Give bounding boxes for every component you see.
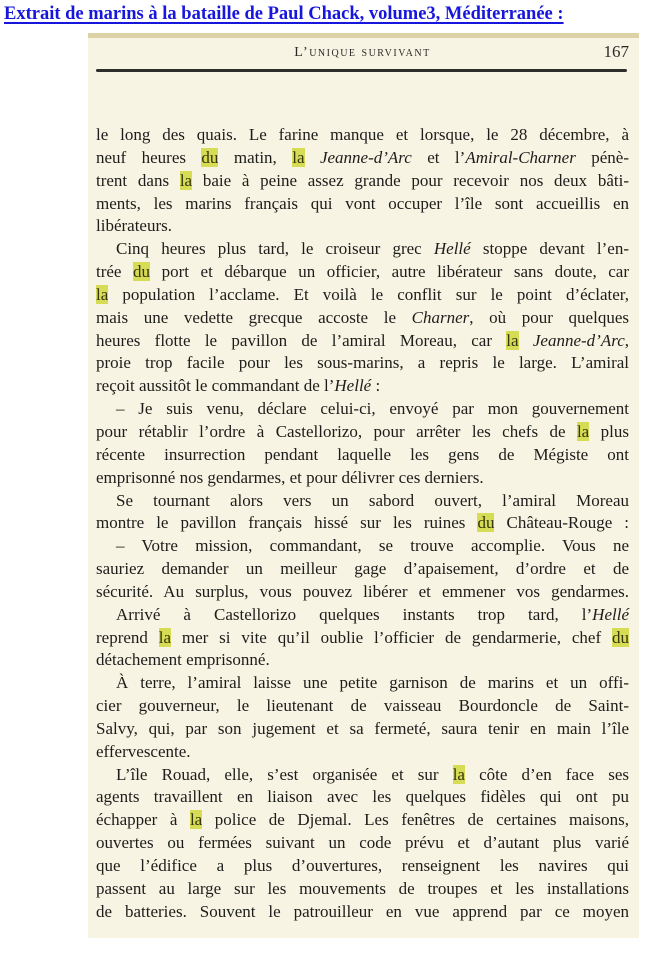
text-run: Arrivé à Castellorizo quelques instants trop tard, l’ bbox=[116, 604, 593, 624]
text-run: effervescente. bbox=[96, 741, 191, 761]
text-run: neuf heures bbox=[96, 147, 202, 167]
text-run: mais une vedette grecque accoste le bbox=[96, 307, 412, 327]
highlighted-word: du bbox=[201, 147, 219, 167]
text-run: pour rétablir l’ordre à Castellorizo, pour arrêter les chefs de bbox=[96, 421, 577, 441]
paragraph bbox=[96, 124, 629, 238]
text-run: port et débarque un officier, autre libérateur sans doute, car bbox=[150, 262, 629, 282]
text-line bbox=[96, 809, 629, 832]
text-run: de batteries. Souvent le patrouilleur en vue apprend par ce moyen bbox=[96, 901, 629, 921]
text-line bbox=[96, 695, 629, 718]
text-line bbox=[96, 741, 629, 764]
text-line bbox=[96, 604, 629, 627]
text-line bbox=[96, 124, 629, 147]
text-run bbox=[305, 148, 320, 167]
text-line bbox=[96, 901, 629, 924]
text-run: côte d’en face ses bbox=[464, 764, 629, 784]
text-line bbox=[96, 535, 629, 558]
text-run: récente insurrection pendant laquelle les gens de Mégiste ont bbox=[96, 444, 629, 464]
text-line bbox=[96, 878, 629, 901]
paragraph bbox=[96, 604, 629, 673]
highlighted-word: la bbox=[179, 170, 193, 190]
text-run: passent au large sur les mouvements de troupes et les installations bbox=[96, 878, 629, 898]
paragraph bbox=[96, 535, 629, 604]
text-run: cier gouverneur, le lieutenant de vaisseau Bourdoncle de Saint- bbox=[96, 696, 629, 716]
highlighted-word: la bbox=[189, 810, 203, 830]
text-line bbox=[96, 558, 629, 581]
text-run: le long des quais. Le farine manque et lorsque, le 28 décembre, à bbox=[96, 125, 629, 144]
text-line bbox=[96, 786, 629, 809]
scanned-page bbox=[88, 33, 639, 938]
ship-name-italic: Hellé bbox=[334, 376, 372, 396]
text-run: reçoit aussitôt le commandant de l’ bbox=[96, 376, 335, 396]
paragraph bbox=[96, 764, 629, 924]
highlighted-word: la bbox=[506, 330, 519, 350]
body-text bbox=[96, 124, 629, 924]
text-line bbox=[96, 421, 629, 444]
text-run: montre le pavillon français hissé sur les ruines bbox=[96, 513, 478, 533]
text-line bbox=[96, 581, 629, 604]
text-line bbox=[96, 307, 629, 330]
text-run: À terre, l’amiral laisse une petite garnison de marins et un offi- bbox=[116, 673, 629, 693]
highlighted-word: du bbox=[133, 262, 151, 282]
scan-top-edge bbox=[88, 33, 639, 38]
text-line bbox=[96, 855, 629, 878]
text-line bbox=[96, 764, 629, 787]
text-run: sécurité. Au surplus, vous pouvez libérer et emmener vos gendarmes. bbox=[96, 581, 629, 601]
text-line bbox=[96, 215, 629, 238]
text-run: : bbox=[371, 376, 381, 396]
text-run: baie à peine assez grande pour recevoir nos deux bâti- bbox=[192, 170, 629, 190]
text-line bbox=[96, 512, 629, 535]
text-run: agents travaillent en liaison avec les quelques fidèles qui ont pu bbox=[96, 787, 629, 807]
paragraph bbox=[96, 672, 629, 763]
text-line bbox=[96, 193, 629, 216]
text-run: – Je suis venu, déclare celui-ci, envoyé par mon gouvernement bbox=[116, 399, 629, 419]
text-line bbox=[96, 261, 629, 284]
paragraph bbox=[96, 490, 629, 536]
text-line bbox=[96, 170, 629, 193]
text-line bbox=[96, 718, 629, 741]
text-run: Château-Rouge : bbox=[494, 513, 629, 533]
ship-name-italic: Amiral-Charner bbox=[465, 147, 576, 167]
text-run: que l’édifice a plus d’ouvertures, renseignent les navires qui bbox=[96, 856, 629, 875]
text-run: Cinq heures plus tard, le croiseur grec bbox=[116, 239, 434, 259]
text-run: pénè- bbox=[575, 147, 629, 167]
text-run: trent dans bbox=[96, 170, 180, 190]
header-rule bbox=[96, 69, 627, 72]
text-run: heures flotte le pavillon de l’amiral Moreau, car bbox=[96, 330, 507, 350]
text-run: emprisonné nos gendarmes, et pour délivrer ces derniers. bbox=[96, 467, 484, 487]
text-run: L’île Rouad, elle, s’est organisée et sur bbox=[116, 764, 453, 784]
text-line bbox=[96, 284, 629, 307]
text-run: plus bbox=[589, 421, 629, 441]
text-line bbox=[96, 238, 629, 261]
highlighted-word: la bbox=[292, 147, 305, 167]
text-run: , où pour quelques bbox=[469, 307, 629, 327]
ship-name-italic: Jeanne-d’Arc bbox=[319, 147, 412, 167]
text-line bbox=[96, 147, 629, 170]
text-run: Se tournant alors vers un sabord ouvert, l’amiral Moreau bbox=[116, 490, 629, 510]
text-run: échapper à bbox=[96, 810, 190, 830]
text-run: – Votre mission, commandant, se trouve accomplie. Vous ne bbox=[116, 536, 629, 556]
text-run: matin, bbox=[218, 147, 293, 167]
page-number: 167 bbox=[603, 42, 629, 61]
highlighted-word: du bbox=[611, 627, 629, 647]
text-run: population l’acclame. Et voilà le conflit sur le point d’éclater, bbox=[108, 284, 629, 304]
highlighted-word: la bbox=[158, 627, 172, 647]
text-line bbox=[96, 444, 629, 467]
text-line bbox=[96, 352, 629, 375]
text-line bbox=[96, 490, 629, 513]
running-header-text: L’unique survivant bbox=[294, 45, 431, 60]
running-header bbox=[96, 42, 629, 61]
text-run: reprend bbox=[96, 627, 159, 647]
text-run: trée bbox=[96, 262, 134, 282]
text-run: ments, les marins français qui vont occuper l’île sont accueillis en bbox=[96, 193, 629, 213]
ship-name-italic: Charner bbox=[411, 307, 470, 327]
text-line bbox=[96, 832, 629, 855]
document-title: Extrait de marins à la bataille de Paul Chack, volume3, Méditerranée : bbox=[4, 4, 564, 24]
text-run: mer si vite qu’il oublie l’officier de gendarmerie, chef bbox=[171, 627, 612, 647]
text-run: libérateurs. bbox=[96, 216, 172, 236]
highlighted-word: la bbox=[96, 284, 109, 304]
text-line bbox=[96, 672, 629, 695]
text-line bbox=[96, 330, 629, 353]
text-run: et l’ bbox=[411, 147, 466, 167]
paragraph bbox=[96, 238, 629, 398]
text-line bbox=[96, 375, 629, 398]
highlighted-word: du bbox=[477, 513, 495, 533]
text-line bbox=[96, 649, 629, 672]
ship-name-italic: Hellé bbox=[592, 604, 629, 624]
ship-name-italic: Jeanne-d’Arc bbox=[532, 330, 625, 350]
text-run: police de Djemal. Les fenêtres de certaines maisons, bbox=[202, 810, 630, 830]
paragraph bbox=[96, 398, 629, 489]
highlighted-word: la bbox=[452, 764, 465, 784]
text-run: sauriez demander un meilleur gage d’apaisement, d’ordre et de bbox=[96, 559, 629, 579]
text-run: , bbox=[624, 330, 629, 350]
text-run: stoppe devant l’en- bbox=[470, 239, 629, 259]
text-run bbox=[519, 331, 533, 350]
text-line bbox=[96, 627, 629, 650]
text-run: proie trop facile pour les sous-marins, a repris le large. L’amiral bbox=[96, 353, 629, 373]
text-line bbox=[96, 398, 629, 421]
text-run: détachement emprisonné. bbox=[96, 650, 270, 670]
text-run: ouvertes ou fermées suivant un code prévu et d’autant plus varié bbox=[96, 833, 629, 853]
ship-name-italic: Hellé bbox=[433, 239, 471, 259]
text-run: Salvy, qui, par son jugement et sa fermeté, saura tenir en main l’île bbox=[96, 718, 629, 738]
text-line bbox=[96, 467, 629, 490]
highlighted-word: la bbox=[576, 421, 590, 441]
